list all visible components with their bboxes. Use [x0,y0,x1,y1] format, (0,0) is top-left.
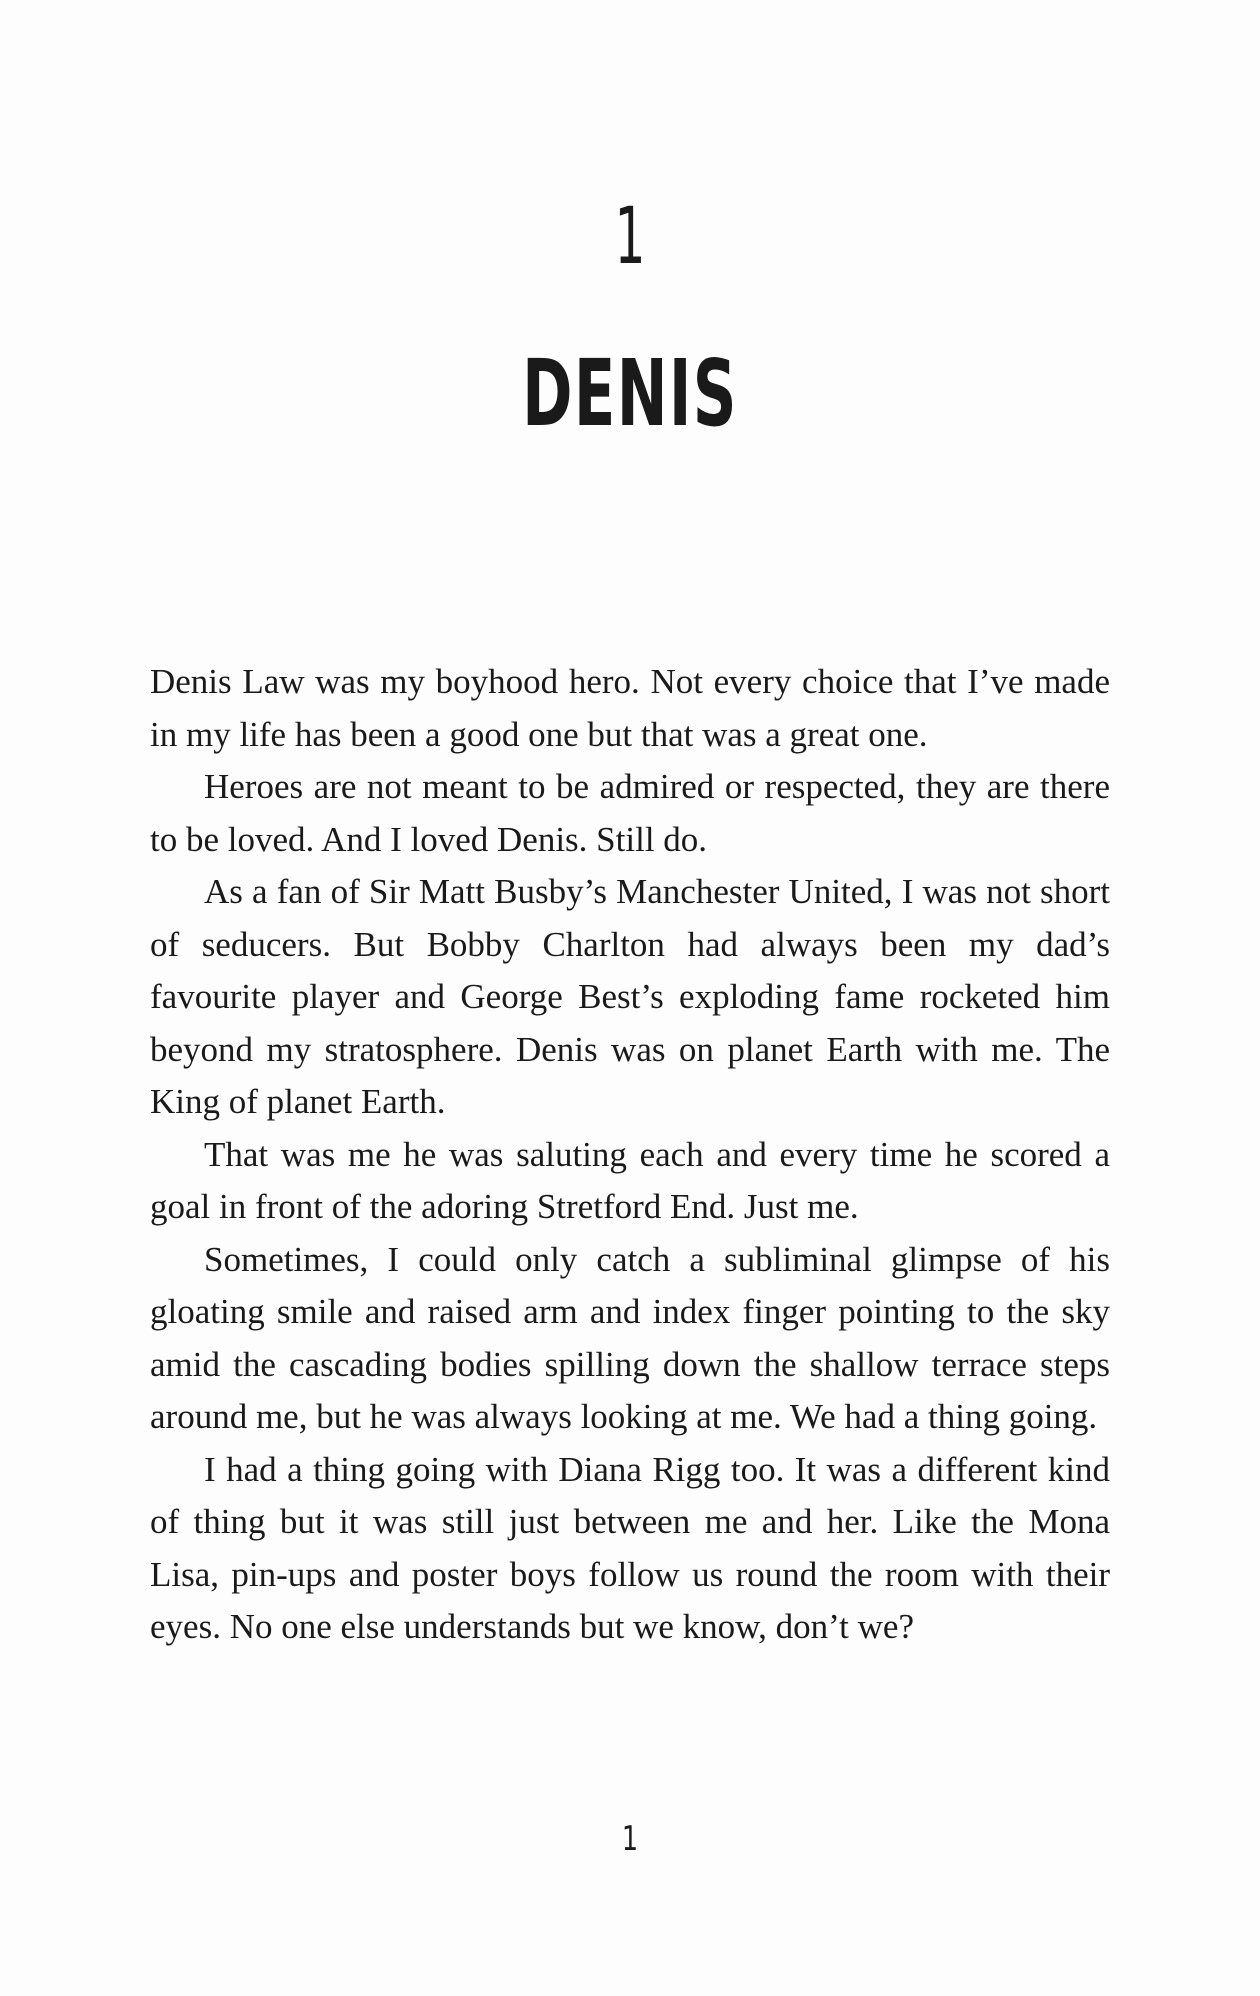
page-number: 1 [621,1819,639,1859]
paragraph: I had a thing going with Diana Rigg too. It was a different kind of thing but it was still just between me and her. Like the Mona Lisa, pin-ups and poster boys follow us round the room with their eyes. No one else understands but we know, don’t we? [150,1449,1110,1646]
paragraph: Heroes are not meant to be admired or respected, they are there to be loved. And I loved Denis. Still do. [150,767,1110,859]
chapter-body [150,656,1110,1654]
paragraph: Denis Law was my boyhood hero. Not every choice that I’ve made in my life has been a good one but that was a great one. [150,662,1110,754]
paragraph: As a fan of Sir Matt Busby’s Manchester United, I was not short of seducers. But Bobby Charlton had always been my dad’s favourite player and George Best’s exploding fame rocketed him beyond my stratosphere. Denis was on planet Earth with me. The King of planet Earth. [150,872,1110,1121]
chapter-number: 1 [614,192,646,282]
chapter-title: DENIS [522,340,738,447]
paragraph: That was me he was saluting each and every time he scored a goal in front of the adoring Stretford End. Just me. [150,1134,1110,1226]
paragraph: Sometimes, I could only catch a subliminal glimpse of his gloating smile and raised arm and index finger pointing to the sky amid the cascading bodies spilling down the shallow terrace steps around me, but he was always looking at me. We had a thing going. [150,1239,1110,1436]
